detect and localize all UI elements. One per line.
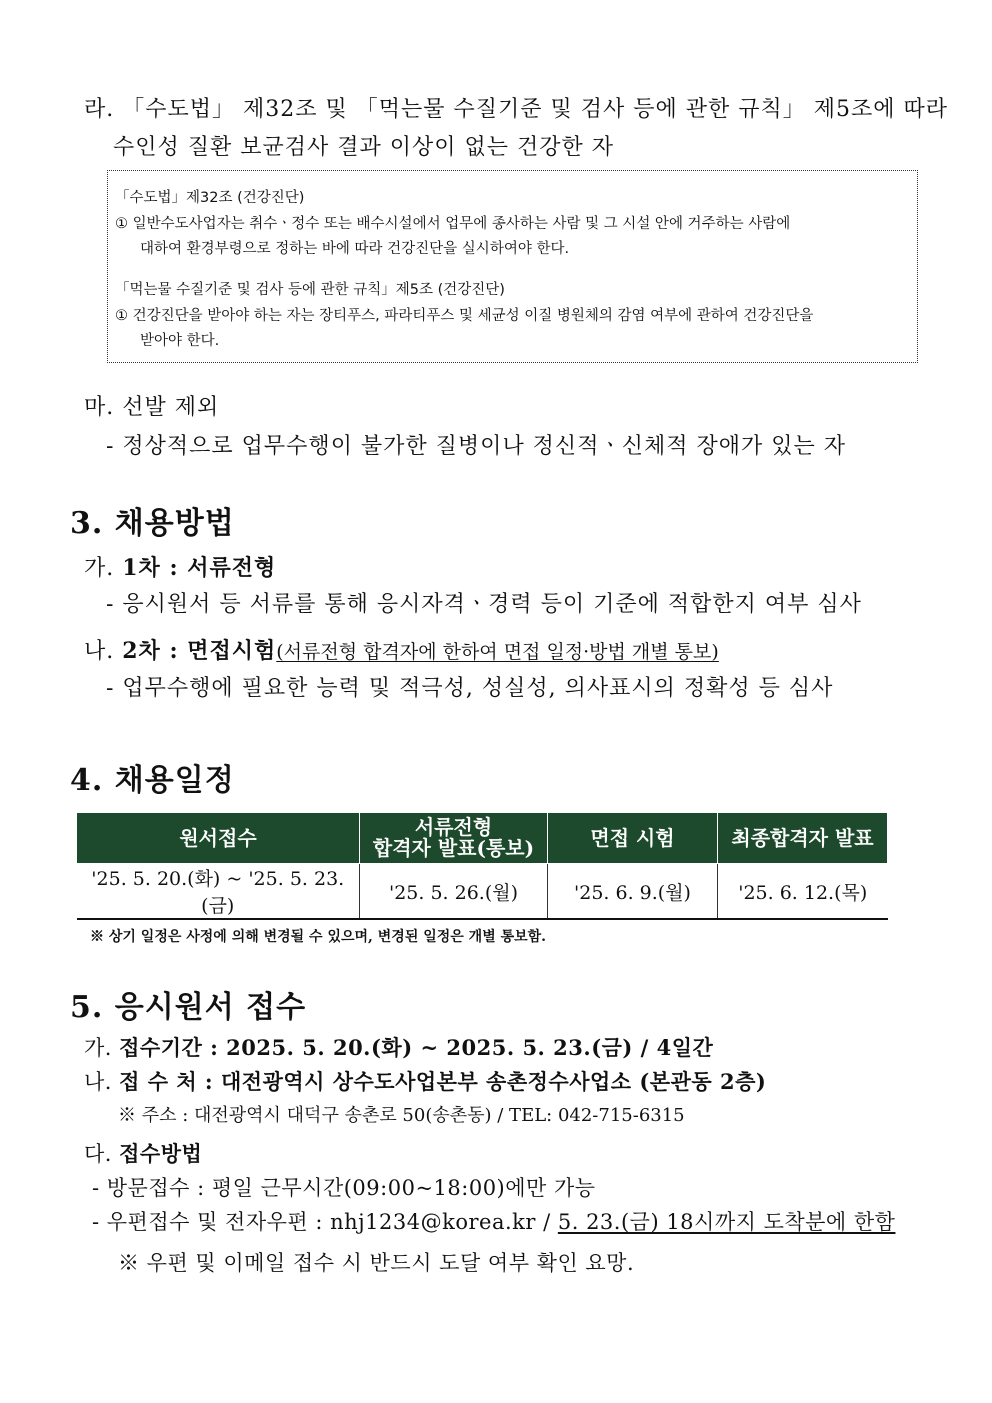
s3-ga-line <box>84 551 276 582</box>
s5-ga-bold: 접수기간 : 2025. 5. 20.(화) ~ 2025. 5. 23.(금) / 4일간 <box>119 1035 714 1060</box>
s5-da-prefix: 다. <box>84 1142 120 1166</box>
schedule-note: ※ 상기 일정은 사정에 의해 변경될 수 있으며, 변경된 일정은 개별 통보함. <box>90 929 547 945</box>
s3-na-item: - 업무수행에 필요한 능력 및 적극성, 성실성, 의사표시의 정확성 등 심사 <box>106 676 834 701</box>
s5-mail-note: ※ 우편 및 이메일 접수 시 반드시 도달 여부 확인 요망. <box>118 1251 635 1275</box>
schedule-table <box>76 812 888 920</box>
schedule-header-row <box>77 813 888 864</box>
s3-ga-item: - 응시원서 등 서류를 통해 응시자격ㆍ경력 등이 기준에 적합한지 여부 심사 <box>106 592 862 617</box>
ma-item: - 정상적으로 업무수행이 불가한 질병이나 정신적ㆍ신체적 장애가 있는 자 <box>106 434 846 459</box>
schedule-header-cell: 원서접수 <box>77 813 360 864</box>
s3-na-line <box>84 634 719 665</box>
s5-na-prefix: 나. <box>84 1070 120 1094</box>
s5-na-line <box>84 1066 766 1096</box>
s3-na-underline: (서류전형 합격자에 한하여 면접 일정·방법 개별 통보) <box>276 641 719 663</box>
s5-mail-deadline: 5. 23.(금) 18시까지 도착분에 한함 <box>557 1210 896 1234</box>
schedule-header-cell: 서류전형 합격자 발표(통보) <box>360 813 548 864</box>
law1-line-1: ① 일반수도사업자는 취수ㆍ정수 또는 배수시설에서 업무에 종사하는 사람 및 그 시설 안에 거주하는 사람에 <box>115 216 791 232</box>
ma-title: 마. 선발 제외 <box>84 395 220 420</box>
section-3-heading: 3. 채용방법 <box>70 506 235 541</box>
schedule-row <box>77 864 888 920</box>
schedule-header-cell: 면접 시험 <box>548 813 718 864</box>
s5-ga-prefix: 가. <box>84 1036 120 1060</box>
s5-mail-line <box>92 1206 895 1236</box>
schedule-cell: '25. 5. 26.(월) <box>360 864 548 920</box>
law1-line-2: 대하여 환경부령으로 정하는 바에 따라 건강진단을 실시하여야 한다. <box>140 241 570 257</box>
section-4-heading: 4. 채용일정 <box>70 763 235 798</box>
ra-line-2: 수인성 질환 보균검사 결과 이상이 없는 건강한 자 <box>113 135 614 160</box>
law2-line-1: ① 건강진단을 받아야 하는 자는 장티푸스, 파라티푸스 및 세균성 이질 병원체의 감염 여부에 관하여 건강진단을 <box>115 308 814 324</box>
s5-ga-line <box>84 1032 713 1062</box>
s3-ga-prefix: 가. <box>84 556 123 581</box>
s3-ga-bold: 1차 : 서류전형 <box>122 555 277 581</box>
s5-mail-prefix: - 우편접수 및 전자우편 : nhj1234@korea.kr / <box>92 1210 558 1234</box>
s5-da-line <box>84 1138 202 1168</box>
s5-address: ※ 주소 : 대전광역시 대덕구 송촌로 50(송촌동) / TEL: 042-715-6315 <box>118 1105 685 1126</box>
law2-line-2: 받아야 한다. <box>140 333 220 349</box>
s5-na-bold: 접 수 처 : 대전광역시 상수도사업본부 송촌정수사업소 (본관동 2층) <box>119 1069 767 1094</box>
law1-title: 「수도법」제32조 (건강진단) <box>115 190 305 206</box>
schedule-header-cell: 최종합격자 발표 <box>718 813 888 864</box>
schedule-cell: '25. 5. 20.(화) ~ '25. 5. 23.(금) <box>77 864 360 920</box>
schedule-cell: '25. 6. 9.(월) <box>548 864 718 920</box>
s5-da-bold: 접수방법 <box>119 1141 203 1166</box>
ra-line-1: 라. 「수도법」 제32조 및 「먹는물 수질기준 및 검사 등에 관한 규칙」 제5조에 따라 <box>84 97 948 122</box>
s5-visit: - 방문접수 : 평일 근무시간(09:00~18:00)에만 가능 <box>92 1176 596 1200</box>
schedule-cell: '25. 6. 12.(목) <box>718 864 888 920</box>
s3-na-bold: 2차 : 면접시험 <box>122 638 277 664</box>
law2-title: 「먹는물 수질기준 및 검사 등에 관한 규칙」제5조 (건강진단) <box>115 282 505 298</box>
section-5-heading: 5. 응시원서 접수 <box>70 990 307 1025</box>
s3-na-prefix: 나. <box>84 639 123 664</box>
